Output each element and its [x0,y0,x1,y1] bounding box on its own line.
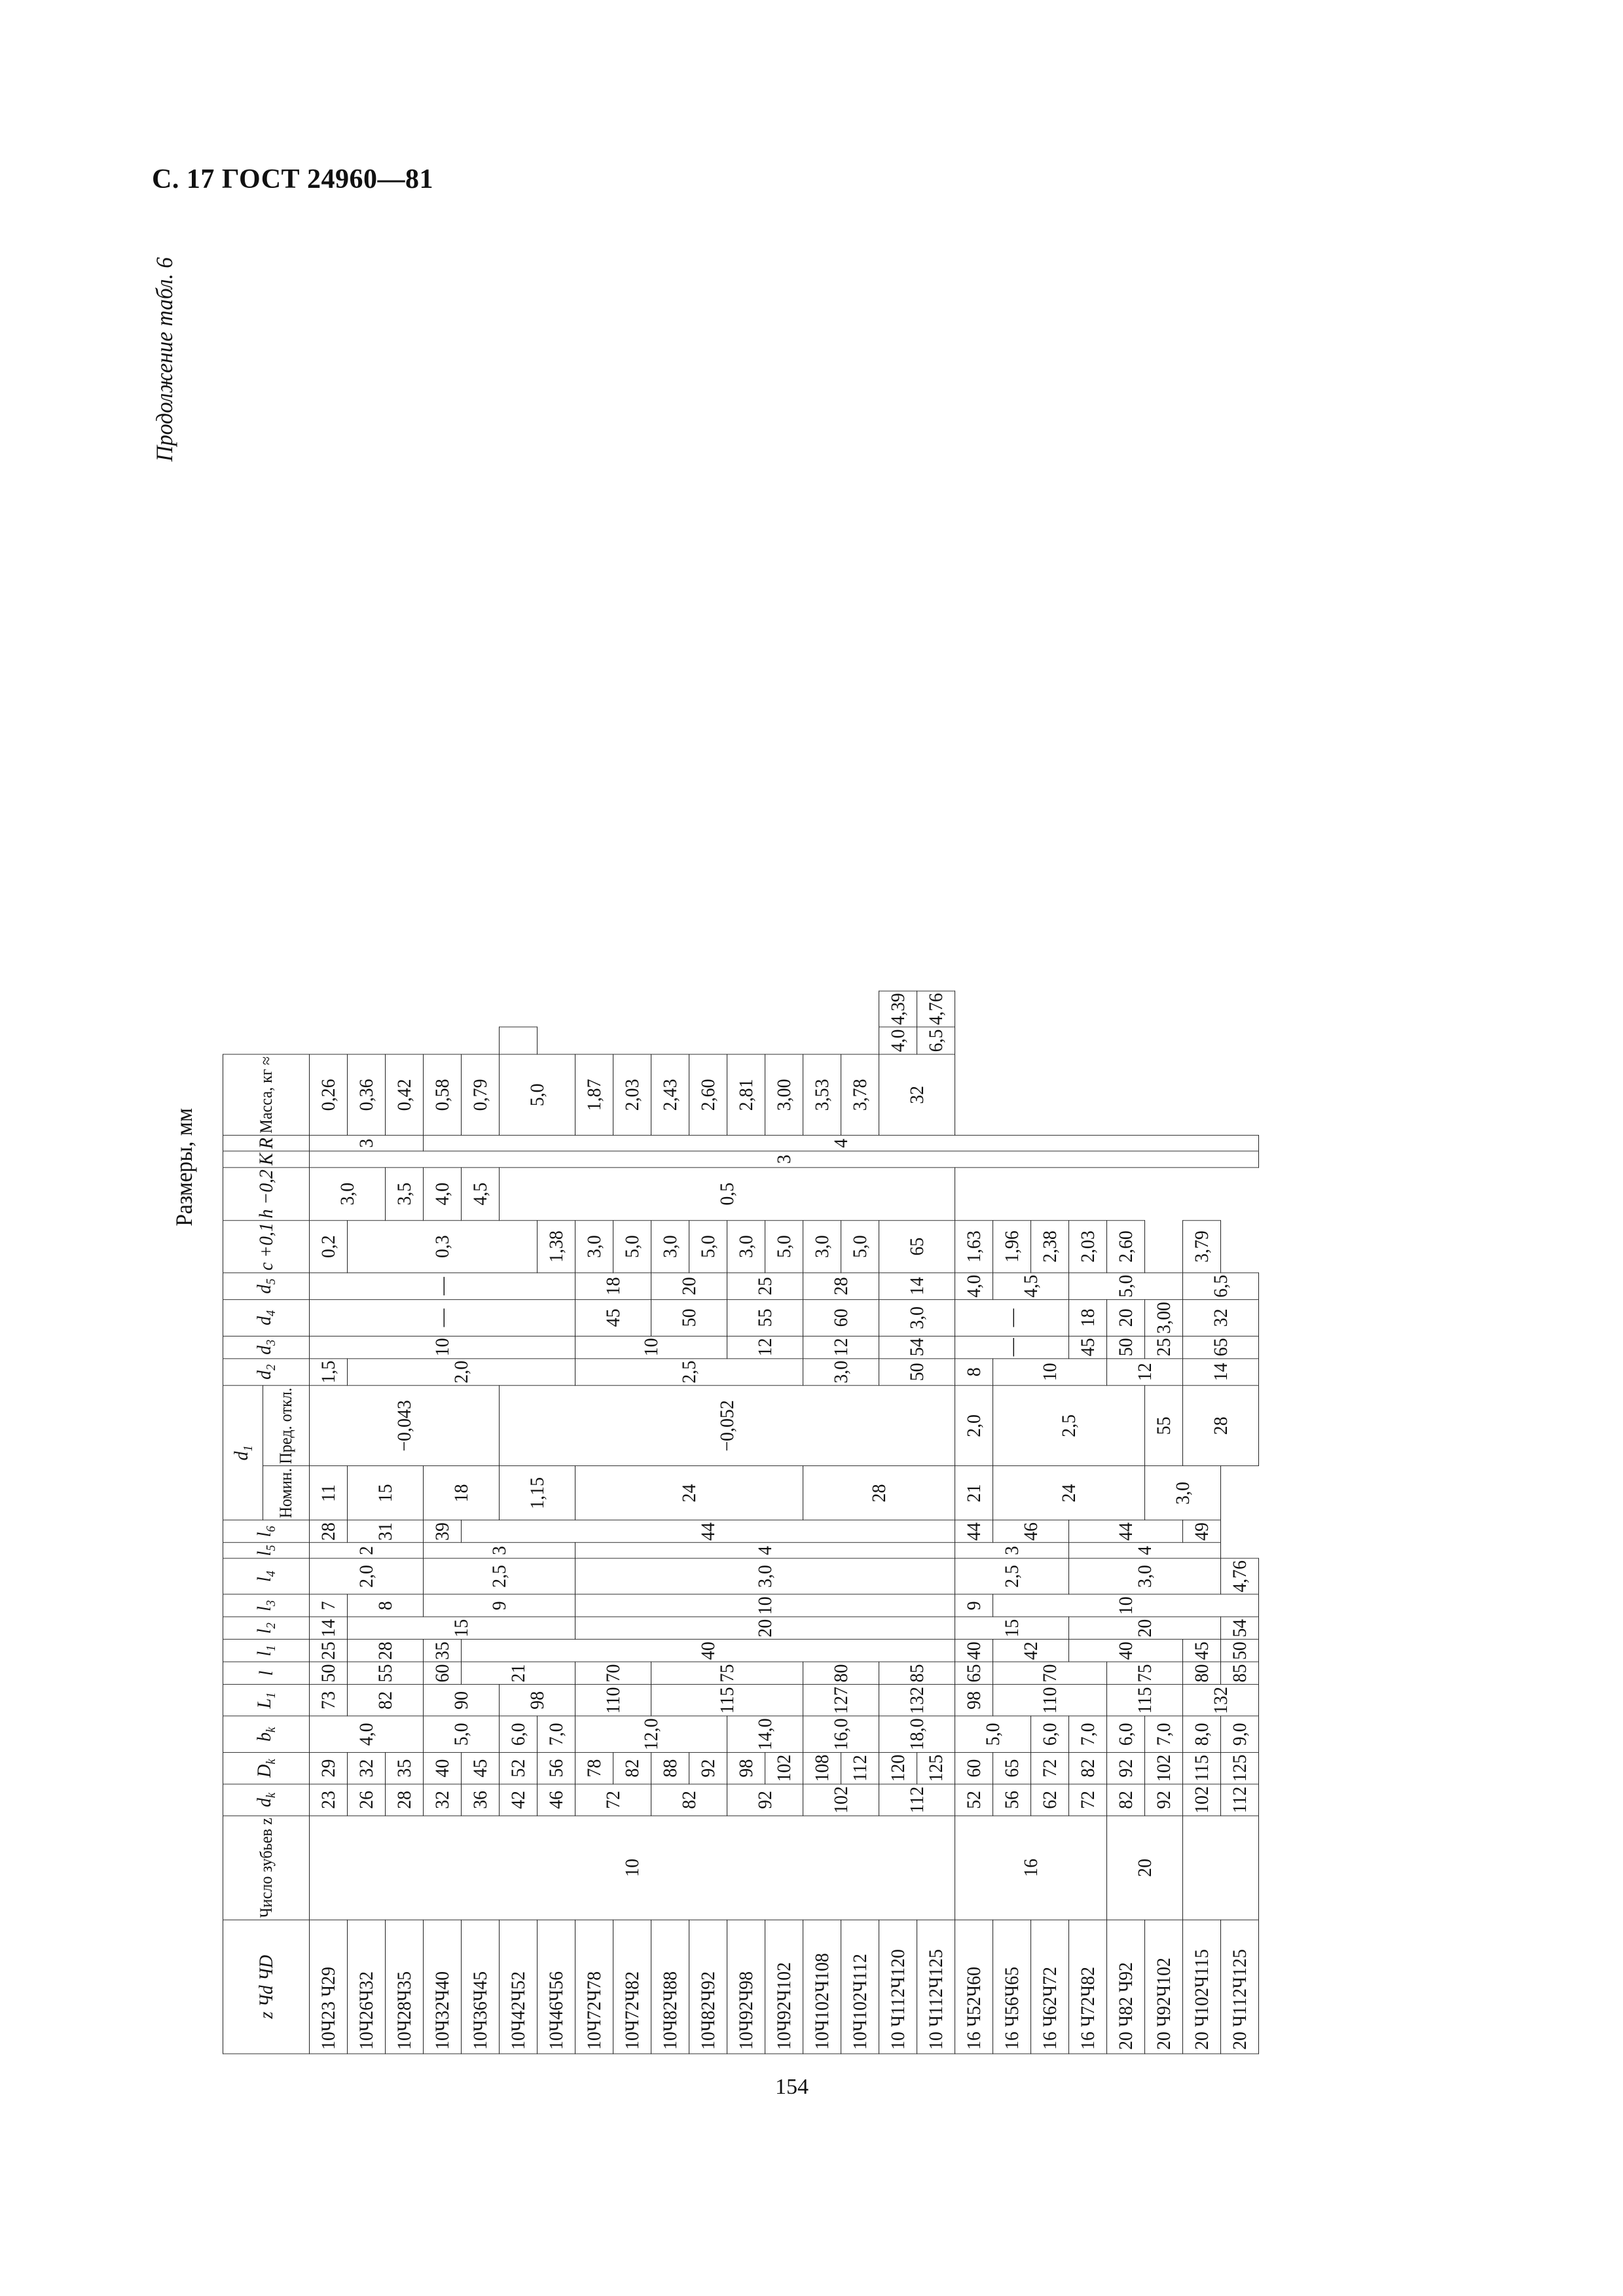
cell: 4,39 [879,991,917,1027]
col-l5: $l_5$ [223,1543,310,1558]
cell: 125 [1221,1752,1259,1784]
cell: 4 [424,1136,1259,1151]
cell: 2,03 [1069,1221,1107,1273]
cell: 50 [879,1359,955,1386]
cell: 28 [1183,1386,1259,1466]
cell: 0,3 [348,1221,538,1273]
col-l1: $l_1$ [223,1640,310,1662]
cell: 10 [575,1594,955,1617]
cell: 6,5 [917,1027,955,1054]
cell: 7,0 [1069,1716,1107,1752]
cell: 0,79 [462,1054,500,1136]
designation-cell: 16 Ч62Ч72 [1031,1920,1069,2054]
cell: 3,78 [841,1054,879,1136]
cell: 4,5 [462,1168,500,1221]
cell: 20 [1107,1300,1145,1336]
cell: 3,0 [651,1221,689,1273]
col-l4: $l_4$ [223,1558,310,1594]
cell: 20 [575,1617,955,1640]
cell: 132 [879,1685,955,1716]
cell [500,1027,538,1054]
cell: 110 [993,1685,1107,1716]
cell: 52 [500,1752,538,1784]
cell: 28 [310,1520,348,1543]
col-d1: $d_1$ [223,1386,263,1520]
cell: 24 [575,1466,803,1520]
cell: 4,76 [917,991,955,1027]
rotated-table-area [151,252,1565,2050]
cell: 3,0 [310,1168,386,1221]
cell: 4,0 [424,1168,462,1221]
cell: 39 [424,1520,462,1543]
page-header: С. 17 ГОСТ 24960—81 [152,164,434,194]
cell: 2,60 [689,1054,727,1136]
cell: 102 [765,1752,803,1784]
cell: 98 [500,1685,575,1716]
cell: 32 [348,1752,386,1784]
cell: 2,43 [651,1054,689,1136]
cell: 80 [1183,1662,1221,1684]
cell: 4,0 [879,1027,917,1054]
cell: 92 [689,1752,727,1784]
cell: 2,81 [727,1054,765,1136]
col-designation: z Чd ЧD [223,1920,310,2054]
cell: 78 [575,1752,613,1784]
cell: — [310,1300,575,1336]
cell: 85 [1221,1662,1259,1684]
cell: 82 [613,1752,651,1784]
cell: −0,052 [500,1386,955,1466]
cell: 3,53 [803,1054,841,1136]
cell: 2,60 [1107,1221,1145,1273]
cell: 4,76 [1221,1558,1259,1594]
designation-cell: 10Ч26Ч32 [348,1920,386,2054]
designation-cell: 10Ч42Ч52 [500,1920,538,2054]
cell: 3 [310,1136,424,1151]
cell: 1,87 [575,1054,613,1136]
cell: 5,0 [955,1716,1031,1752]
cell: 5,0 [689,1221,727,1273]
col-c: c +0,1 [223,1221,310,1273]
cell: 14,0 [727,1716,803,1752]
designation-cell: 10Ч23 Ч29 [310,1920,348,2054]
cell: 45 [1069,1336,1107,1358]
cell: 3,0 [803,1359,879,1386]
cell: 65 [993,1752,1031,1784]
cell: 12,0 [575,1716,727,1752]
cell: 56 [993,1784,1031,1816]
cell: 14 [879,1272,955,1299]
cell: 80 [803,1662,879,1684]
cell: 72 [575,1784,651,1816]
designation-cell: 20 Ч112Ч125 [1221,1920,1259,2054]
cell: 42 [993,1640,1069,1662]
designation-cell: 10Ч82Ч88 [651,1920,689,2054]
designation-cell: 10Ч46Ч56 [538,1920,575,2054]
cell: 2,5 [955,1558,1069,1594]
col-d1-tolerance: Пред. откл. [263,1386,310,1466]
cell: 3,0 [879,1300,955,1336]
cell: 6,0 [500,1716,538,1752]
cell: 3,5 [386,1168,424,1221]
cell: 35 [424,1640,462,1662]
cell: — [955,1336,1069,1358]
cell: 50 [1107,1336,1145,1358]
cell: 54 [879,1336,955,1358]
col-d3: $d_3$ [223,1336,310,1358]
cell: 4 [575,1543,955,1558]
designation-cell: 16 Ч56Ч65 [993,1920,1031,2054]
cell: 18,0 [879,1716,955,1752]
cell: 1,96 [993,1221,1031,1273]
cell: 2,5 [993,1386,1145,1466]
col-K: K [223,1151,310,1168]
cell: 15 [955,1617,1069,1640]
cell: 49 [1183,1520,1221,1543]
cell: 3 [424,1543,575,1558]
teeth-cell: 20 [1107,1816,1183,1920]
cell: 62 [1031,1784,1069,1816]
col-teeth: Число зубьев z [223,1816,310,1920]
cell: 14 [310,1617,348,1640]
cell: 25 [1145,1336,1183,1358]
cell: 28 [803,1272,879,1299]
col-L1: $L_1$ [223,1685,310,1716]
cell: 85 [879,1662,955,1684]
cell: 4,0 [310,1716,424,1752]
cell: 82 [1107,1784,1145,1816]
col-l: l [223,1662,310,1684]
cell: 3,0 [575,1221,613,1273]
cell: 2,38 [1031,1221,1069,1273]
cell: 60 [955,1752,993,1784]
cell: 35 [386,1752,424,1784]
cell: 24 [993,1466,1145,1520]
cell: −0,043 [310,1386,500,1466]
cell: — [955,1300,1069,1336]
designation-cell: 10Ч102Ч108 [803,1920,841,2054]
cell: 115 [1183,1752,1221,1784]
cell: 10 [993,1594,1259,1617]
cell: 12 [727,1336,803,1358]
cell: 82 [348,1685,424,1716]
cell: 4 [1069,1543,1221,1558]
cell: 44 [955,1520,993,1543]
cell: 70 [575,1662,651,1684]
cell: 112 [1221,1784,1259,1816]
cell: 40 [424,1752,462,1784]
designation-cell: 10 Ч112Ч120 [879,1920,917,2054]
cell: 82 [1069,1752,1107,1784]
designation-cell: 10Ч28Ч35 [386,1920,424,2054]
cell: 18 [575,1272,651,1299]
designation-cell: 10Ч82Ч92 [689,1920,727,2054]
col-d4: $d_4$ [223,1300,310,1336]
designation-cell: 20 Ч102Ч115 [1183,1920,1221,2054]
cell: 92 [1145,1784,1183,1816]
col-Dk: $D_k$ [223,1752,310,1784]
cell: 0,2 [310,1221,348,1273]
cell: 72 [1069,1784,1107,1816]
cell: 1,5 [310,1359,348,1386]
cell: 88 [651,1752,689,1784]
cell: 112 [841,1752,879,1784]
cell: 44 [462,1520,955,1543]
cell: 127 [803,1685,879,1716]
cell: — [310,1272,575,1299]
cell: 5,0 [841,1221,879,1273]
designation-cell: 20 Ч92Ч102 [1145,1920,1183,2054]
header-row [223,991,263,2054]
cell: 56 [538,1752,575,1784]
table-row [310,991,348,2054]
cell: 98 [727,1752,765,1784]
cell: 31 [348,1520,424,1543]
cell: 0,58 [424,1054,462,1136]
cell: 102 [1145,1752,1183,1784]
cell: 8,0 [1183,1716,1221,1752]
cell: 55 [1145,1386,1183,1466]
col-d5: $d_5$ [223,1272,310,1299]
cell: 10 [575,1336,727,1358]
cell: 3 [310,1151,1259,1168]
cell: 28 [803,1466,955,1520]
cell: 60 [803,1300,879,1336]
cell: 12 [1107,1359,1183,1386]
cell: 8 [348,1594,424,1617]
cell: 3,0 [727,1221,765,1273]
cell: 65 [879,1221,955,1273]
cell: 10 [993,1359,1107,1386]
cell: 4,0 [955,1272,993,1299]
continuation-label: Продолжение табл. 6 [151,257,177,462]
col-h: h −0,2 [223,1168,310,1221]
cell: 98 [955,1685,993,1716]
page-number: 154 [775,2075,809,2099]
cell: 92 [727,1784,803,1816]
cell: 26 [348,1784,386,1816]
col-l3: $l_3$ [223,1594,310,1617]
cell: 4,5 [993,1272,1069,1299]
designation-cell: 20 Ч82 Ч92 [1107,1920,1145,2054]
cell: 60 [424,1662,462,1684]
cell: 40 [955,1640,993,1662]
cell: 21 [462,1662,575,1684]
cell: 70 [993,1662,1107,1684]
cell: 3,0 [1069,1558,1221,1594]
cell: 28 [386,1784,424,1816]
col-dk: $d_k$ [223,1784,310,1816]
dimensions-table [223,990,1259,2054]
cell: 108 [803,1752,841,1784]
cell: 44 [1069,1520,1183,1543]
designation-cell: 16 Ч52Ч60 [955,1920,993,2054]
cell: 2,5 [424,1558,575,1594]
cell: 112 [879,1784,955,1816]
col-R: R [223,1136,310,1151]
designation-cell: 10 Ч112Ч125 [917,1920,955,2054]
cell: 75 [1107,1662,1183,1684]
cell: 46 [538,1784,575,1816]
designation-cell: 16 Ч72Ч82 [1069,1920,1107,2054]
cell: 36 [462,1784,500,1816]
cell: 32 [424,1784,462,1816]
cell: 32 [879,1054,955,1136]
cell: 3,0 [803,1221,841,1273]
cell: 3 [955,1543,1069,1558]
col-mass: Масса, кг ≈ [223,1054,310,1136]
cell: 45 [1183,1640,1221,1662]
cell: 29 [310,1752,348,1784]
cell: 75 [651,1662,803,1684]
cell: 9 [424,1594,575,1617]
designation-cell: 10Ч72Ч78 [575,1920,613,2054]
cell: 0,5 [500,1168,955,1221]
cell: 2,0 [348,1359,575,1386]
cell: 20 [1069,1617,1221,1640]
cell: 115 [1107,1685,1183,1716]
cell: 28 [348,1640,424,1662]
cell: 72 [1031,1752,1069,1784]
cell: 50 [651,1300,727,1336]
cell: 10 [310,1336,575,1358]
cell: 54 [1221,1617,1259,1640]
designation-cell: 10Ч92Ч102 [765,1920,803,2054]
cell: 2 [310,1543,424,1558]
cell: 6,0 [1031,1716,1069,1752]
cell: 18 [424,1466,500,1520]
designation-cell: 10Ч32Ч40 [424,1920,462,2054]
cell: 40 [462,1640,955,1662]
cell: 20 [651,1272,727,1299]
col-bk: $b_k$ [223,1716,310,1752]
cell: 9,0 [1221,1716,1259,1752]
cell: 65 [1183,1336,1259,1358]
cell: 11 [310,1466,348,1520]
cell: 25 [310,1640,348,1662]
cell: 45 [462,1752,500,1784]
cell: 120 [879,1752,917,1784]
designation-cell: 10Ч72Ч82 [613,1920,651,2054]
cell: 14 [1183,1359,1259,1386]
cell: 9 [955,1594,993,1617]
cell: 2,0 [955,1386,993,1466]
cell: 125 [917,1752,955,1784]
col-d2: $d_2$ [223,1359,310,1386]
cell: 42 [500,1784,538,1816]
cell: 7,0 [1145,1716,1183,1752]
cell: 92 [1107,1752,1145,1784]
cell: 1,15 [500,1466,575,1520]
cell: 132 [1183,1685,1259,1716]
cell: 2,0 [310,1558,424,1594]
cell: 110 [575,1685,651,1716]
cell: 115 [651,1685,803,1716]
cell: 6,0 [1107,1716,1145,1752]
cell: 16,0 [803,1716,879,1752]
cell: 55 [348,1662,424,1684]
cell: 5,0 [765,1221,803,1273]
cell: 1,38 [538,1221,575,1273]
cell: 55 [727,1300,803,1336]
cell: 7,0 [538,1716,575,1752]
cell: 102 [1183,1784,1221,1816]
cell: 65 [955,1662,993,1684]
cell: 90 [424,1685,500,1716]
cell: 7 [310,1594,348,1617]
col-d1-nominal: Номин. [263,1466,310,1520]
col-l6: $l_6$ [223,1520,310,1543]
cell: 1,63 [955,1221,993,1273]
cell: 15 [348,1466,424,1520]
rotated-content [151,253,1355,2066]
teeth-cell [1183,1816,1259,1920]
cell: 102 [803,1784,879,1816]
designation-cell: 10Ч36Ч45 [462,1920,500,2054]
col-l2: $l_2$ [223,1617,310,1640]
teeth-cell: 16 [955,1816,1107,1920]
cell: 3,0 [1145,1466,1221,1520]
cell: 21 [955,1466,993,1520]
cell: 3,79 [1183,1221,1221,1273]
cell: 5,0 [500,1054,575,1136]
cell: 45 [575,1300,651,1336]
cell: 0,36 [348,1054,386,1136]
cell: 73 [310,1685,348,1716]
cell: 5,0 [1069,1272,1183,1299]
cell: 3,0 [575,1558,955,1594]
cell: 18 [1069,1300,1107,1336]
cell: 12 [803,1336,879,1358]
cell: 2,03 [613,1054,651,1136]
cell: 25 [727,1272,803,1299]
cell: 52 [955,1784,993,1816]
cell: 5,0 [613,1221,651,1273]
table-caption: Размеры, мм [171,1107,197,1227]
cell: 23 [310,1784,348,1816]
cell: 5,0 [424,1716,500,1752]
designation-cell: 10Ч102Ч112 [841,1920,879,2054]
cell: 40 [1069,1640,1183,1662]
designation-cell: 10Ч92Ч98 [727,1920,765,2054]
cell: 8 [955,1359,993,1386]
cell: 6,5 [1183,1272,1259,1299]
cell: 15 [348,1617,575,1640]
cell: 32 [1183,1300,1259,1336]
cell: 50 [310,1662,348,1684]
cell: 50 [1221,1640,1259,1662]
cell: 0,42 [386,1054,424,1136]
cell: 82 [651,1784,727,1816]
teeth-cell: 10 [310,1816,955,1920]
cell: 0,26 [310,1054,348,1136]
cell: 46 [993,1520,1069,1543]
cell: 3,00 [765,1054,803,1136]
cell: 2,5 [575,1359,803,1386]
cell: 3,00 [1145,1300,1183,1336]
